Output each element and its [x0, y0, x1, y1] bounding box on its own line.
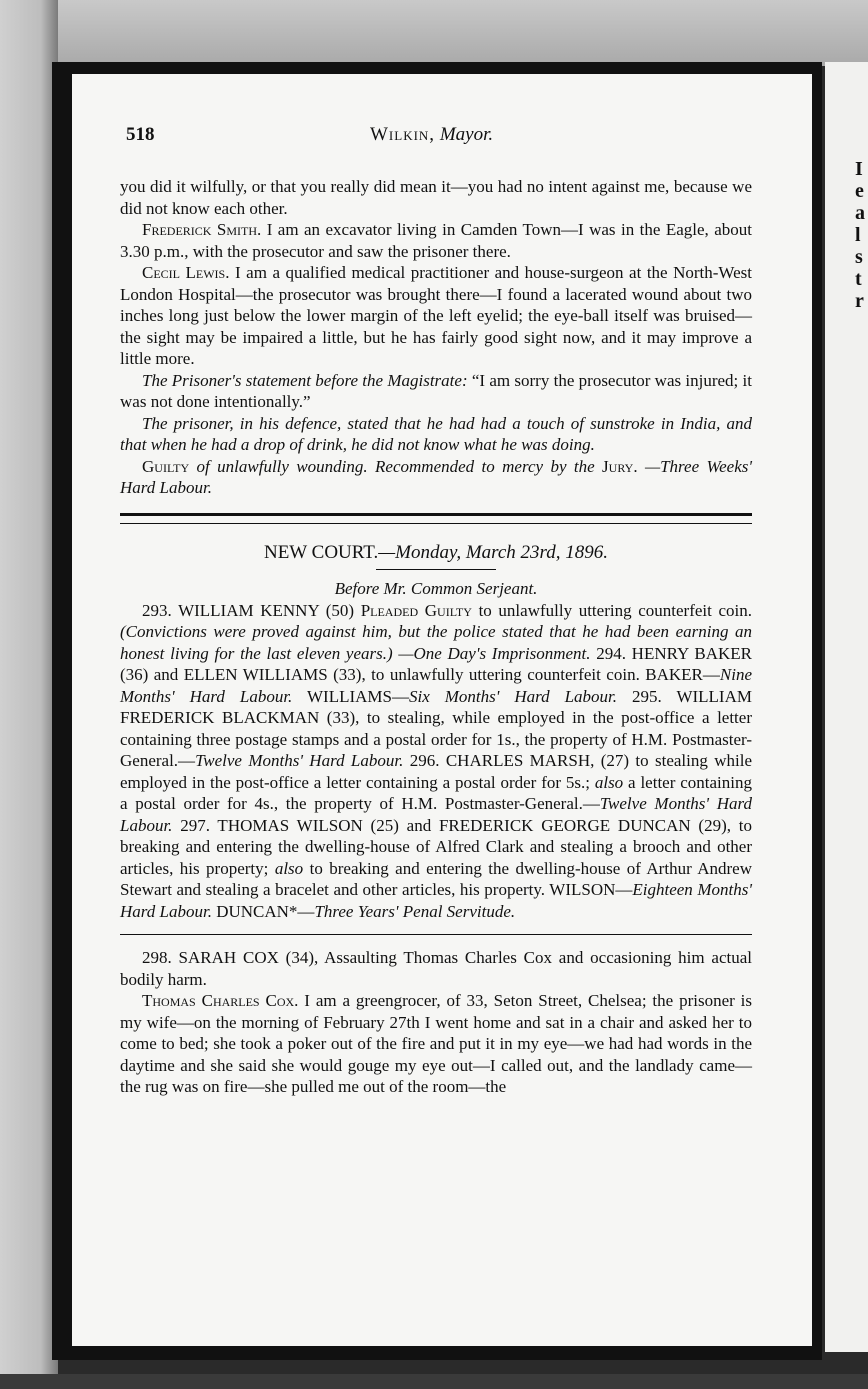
case-text-italic: also — [274, 858, 304, 878]
section-rule — [120, 513, 752, 524]
case-text: WILLIAMS— — [292, 686, 409, 706]
running-office: Mayor. — [439, 124, 494, 145]
adjacent-page-fragment: e — [855, 180, 864, 202]
verdict-guilty: Guilty — [142, 456, 190, 476]
adjacent-page-fragment: l — [855, 224, 861, 246]
witness-paragraph — [120, 990, 752, 1098]
sentence: —One Day's Imprisonment. — [392, 643, 591, 663]
page-number: 518 — [126, 124, 155, 145]
case-rule — [120, 934, 752, 935]
verdict-sentence: —Three Weeks' Hard Labour. — [120, 456, 752, 497]
case-text: to unlawfully uttering counterfeit coin. — [471, 600, 752, 620]
witness-paragraph — [120, 262, 752, 370]
adjacent-page-edge — [825, 62, 868, 1352]
page-text — [120, 120, 752, 1098]
statement-label: The Prisoner's statement before the Magistrate: — [142, 370, 468, 390]
witness-name: Thomas Charles Cox. — [142, 991, 299, 1010]
testimony: I am a qualified medical practitioner and house-surgeon at the North-West London Hospital—the prosecutor was brought there—I found a lacerated wound about two inches long just below the lower margin of the left eyelid; the eye-ball itself was bruised—the sight may be impaired a little, but he has fairly good sight now, and it may improve a little more. — [120, 263, 752, 368]
scan-background-top — [0, 0, 868, 66]
short-rule — [376, 569, 496, 570]
case-text: 296. CHARLES MARSH, (27) to stealing while employed in the post-office a letter containing a postal order for 5s.; — [120, 751, 752, 792]
defence-text: The prisoner, in his defence, stated that he had had a touch of sunstroke in India, and that when he had a drop of drink, he did not know what he was doing. — [120, 413, 752, 454]
adjacent-page-fragment: r — [855, 290, 864, 312]
case-note: (Convictions were proved against him, but the police stated that he had been earning an honest living for the last eleven years.) — [120, 622, 752, 663]
verdict-jury: Jury. — [602, 456, 638, 476]
running-header — [120, 120, 752, 156]
defence-paragraph — [120, 413, 752, 456]
case-text: to breaking and entering the dwelling-house of Arthur Andrew Stewart and stealing a bracelet and other articles, his property. WILSON— — [120, 858, 752, 899]
plea: Pleaded Guilty — [360, 600, 472, 620]
paragraph: you did it wilfully, or that you really did mean it—you had no intent against me, because we did not know each other. — [120, 177, 752, 218]
sentence: Three Years' Penal Servitude. — [314, 901, 516, 921]
running-name: Wilkin, — [370, 124, 436, 145]
case-intro: 298. SARAH COX (34), Assaulting Thomas Charles Cox and occasioning him actual bodily harm. — [120, 948, 752, 989]
running-title — [370, 124, 493, 146]
scan-background-left — [0, 0, 58, 1389]
case-text: DUNCAN*— — [211, 901, 315, 921]
court-name: NEW COURT. — [263, 541, 379, 563]
witness-name: Cecil Lewis. — [142, 263, 230, 282]
statement-text: “I am sorry the prosecutor was injured; it was not done intentionally.” — [120, 370, 752, 411]
case-text: 297. THOMAS WILSON (25) and FREDERICK GEORGE DUNCAN (29), to breaking and entering the dwelling-house of Alfred Clark and stealing a brooch and other articles, his property; — [120, 815, 752, 878]
testimony: I am an excavator living in Camden Town—I was in the Eagle, about 3.30 p.m., with the prosecutor and saw the prisoner there. — [120, 220, 752, 261]
testimony: I am a greengrocer, of 33, Seton Street, Chelsea; the prisoner is my wife—on the morning of February 27th I went home and sat in a chair and asked her to come to bed; she took a poker out of the fire and put it in my eye—we had had words in the daytime and she said she would gouge my eye out—I called out, and the landlady came—the rug was on fire—she pulled me out of the room—the — [120, 991, 752, 1096]
adjacent-page-fragment: t — [855, 268, 862, 290]
presiding-judge: Before Mr. Common Serjeant. — [334, 579, 538, 598]
adjacent-page-fragment: I — [855, 158, 863, 180]
sentence: Twelve Months' Hard Labour. — [195, 751, 404, 770]
witness-name: Frederick Smith. — [142, 220, 262, 239]
sentence: Nine Months' Hard Labour. — [120, 665, 752, 706]
court-heading — [120, 542, 752, 564]
verdict-text: of unlawfully wounding. Recommended to mercy by the — [189, 456, 603, 476]
scan-background-bottom — [0, 1374, 868, 1389]
statement-paragraph — [120, 370, 752, 413]
court-date: —Monday, March 23rd, 1896. — [378, 541, 608, 563]
sentence: Twelve Months' Hard Labour. — [120, 794, 752, 835]
adjacent-page-fragment: a — [855, 202, 865, 224]
case-text: 293. WILLIAM KENNY (50) — [142, 600, 361, 620]
sentence: Six Months' Hard Labour. — [408, 686, 618, 706]
cases-paragraph — [120, 600, 752, 923]
adjacent-page-fragment: s — [855, 246, 863, 268]
case-text-italic: also — [594, 772, 624, 792]
sentence: Eighteen Months' Hard Labour. — [120, 880, 752, 921]
case-text: 295. WILLIAM FREDERICK BLACKMAN (33), to stealing, while employed in the post-office a letter containing three postage stamps and a postal order for 1s., the property of H.M. Postmaster-General.— — [120, 686, 752, 770]
case-text: 294. HENRY BAKER (36) and ELLEN WILLIAMS (33), to unlawfully uttering counterfeit coin. BAKER— — [120, 643, 752, 684]
verdict-paragraph — [120, 456, 752, 499]
case-text: a letter containing a postal order for 4s., the property of H.M. Postmaster-General.— — [120, 772, 752, 813]
witness-paragraph — [120, 219, 752, 262]
